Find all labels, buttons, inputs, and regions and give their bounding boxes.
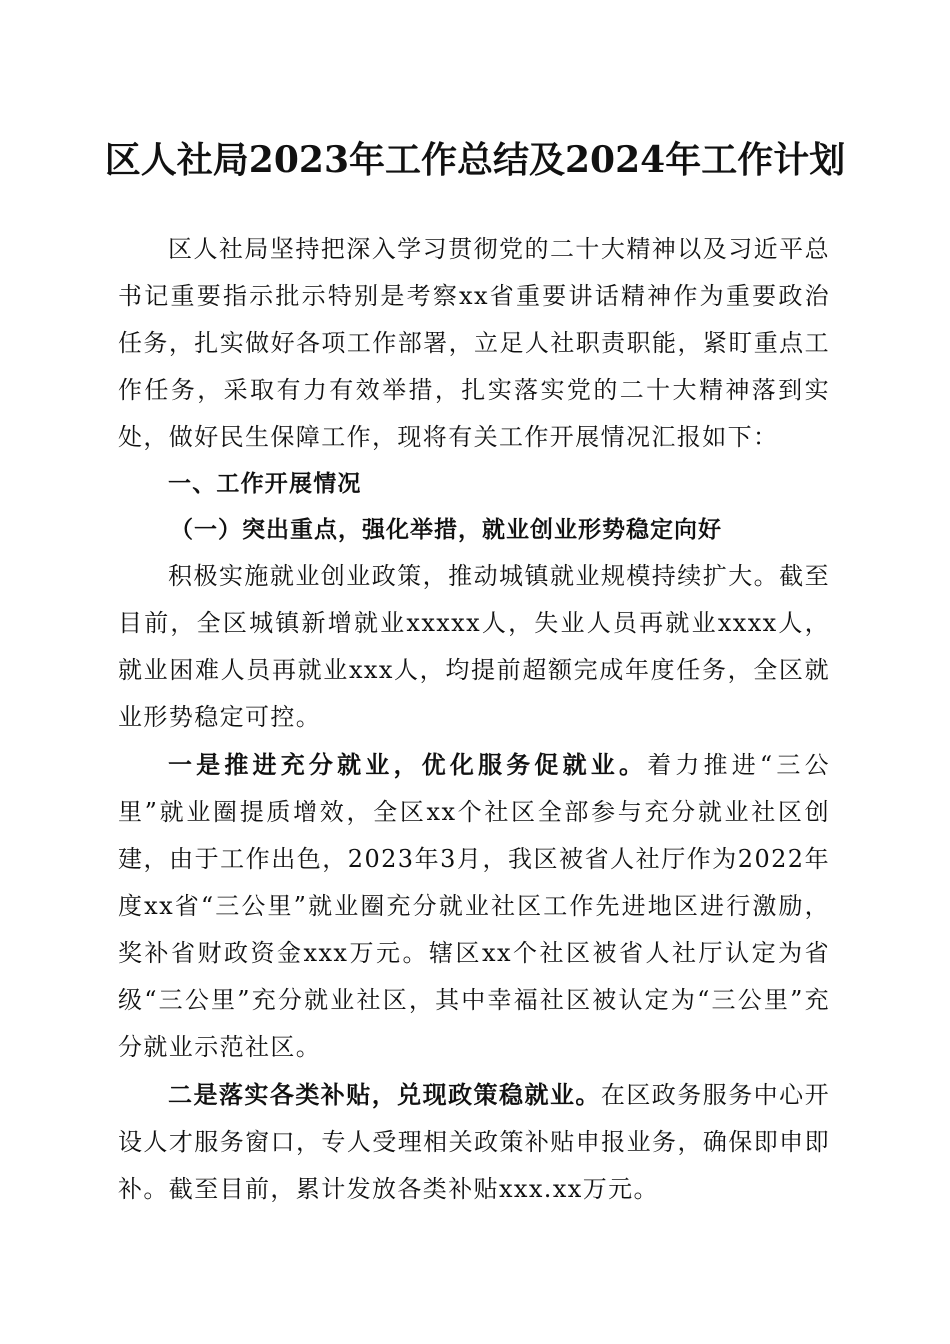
summary-paragraph: 积极实施就业创业政策，推动城镇就业规模持续扩大。截至目前，全区城镇新增就业xxxxx人，失业人员再就业xxxx人，就业困难人员再就业xxx人，均提前超额完成年度任务，全区就业形势稳定可控。 — [118, 562, 830, 731]
document-title: 区人社局2023年工作总结及2024年工作计划 — [104, 139, 846, 181]
section-heading: 一、工作开展情况 — [168, 471, 362, 497]
intro-paragraph: 区人社局坚持把深入学习贯彻党的二十大精神以及习近平总书记重要指示批示特别是考察xx省重要讲话精神作为重要政治任务，扎实做好各项工作部署，立足人社职责职能，紧盯重点工作任务，采取有力有效举措，扎实落实党的二十大精神落到实处，做好民生保障工作，现将有关工作开展情况汇报如下： — [118, 235, 830, 451]
item-text-2: 在区政务服务中心开设人才服务窗口，专人受理相关政策补贴申报业务，确保即申即补。截至目前，累计发放各类补贴xxx.xx万元。 — [118, 1081, 830, 1203]
subsection-heading: （一）突出重点，强化举措，就业创业形势稳定向好 — [170, 516, 722, 543]
item-paragraph-2 — [118, 1071, 830, 1213]
item-lead-2: 二是落实各类补贴，兑现政策稳就业。 — [168, 1080, 601, 1109]
document-body — [118, 226, 830, 1213]
item-text-1: 着力推进“三公里”就业圈提质增效，全区xx个社区全部参与充分就业社区创建，由于工作出色，2023年3月，我区被省人社厅作为2022年度xx省“三公里”就业圈充分就业社区工作先进地区进行激励，奖补省财政资金xxx万元。辖区xx个社区被省人社厅认定为省级“三公里”充分就业社区，其中幸福社区被认定为“三公里”充分就业示范社区。 — [118, 751, 830, 1061]
item-lead-1: 一是推进充分就业，优化服务促就业。 — [168, 750, 648, 779]
item-paragraph-1 — [118, 741, 830, 1071]
